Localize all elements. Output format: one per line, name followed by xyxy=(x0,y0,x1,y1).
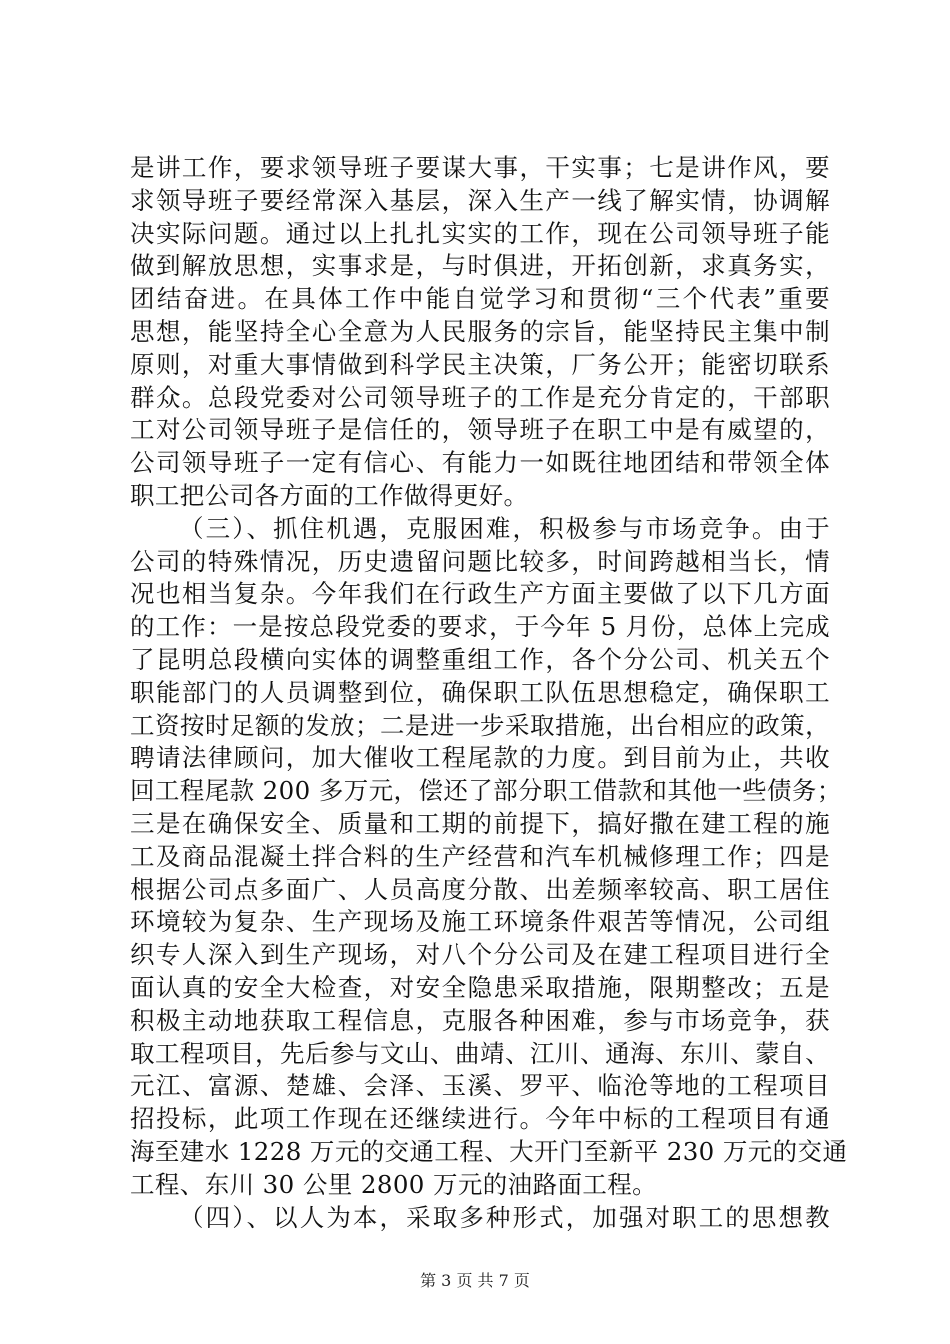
text-line: 取工程项目，先后参与文山、曲靖、江川、通海、东川、蒙自、 xyxy=(130,1038,830,1068)
text-line: 工对公司领导班子是信任的，领导班子在职工中是有威望的， xyxy=(130,415,830,445)
document-body xyxy=(130,152,848,1234)
text-line: 的工作：一是按总段党委的要求，于今年 5 月份，总体上完成 xyxy=(130,612,830,642)
text-line: 面认真的安全大检查，对安全隐患采取措施，限期整改；五是 xyxy=(130,972,830,1002)
text-line: 决实际问题。通过以上扎扎实实的工作，现在公司领导班子能 xyxy=(130,218,830,248)
text-line: 海至建水 1228 万元的交通工程、大开门至新平 230 万元的交通 xyxy=(130,1136,848,1166)
text-line: 原则，对重大事情做到科学民主决策，厂务公开；能密切联系 xyxy=(130,349,830,379)
text-line: 工资按时足额的发放；二是进一步采取措施，出台相应的政策， xyxy=(130,710,830,740)
text-line: （四）、以人为本，采取多种形式，加强对职工的思想教 xyxy=(179,1202,830,1232)
text-line: 招投标，此项工作现在还继续进行。今年中标的工程项目有通 xyxy=(130,1104,830,1134)
text-line: 聘请法律顾问，加大催收工程尾款的力度。到目前为止，共收 xyxy=(130,743,830,773)
text-line: 公司的特殊情况，历史遗留问题比较多，时间跨越相当长，情 xyxy=(130,546,830,576)
text-line: 群众。总段党委对公司领导班子的工作是充分肯定的，干部职 xyxy=(130,382,830,412)
text-line: 况也相当复杂。今年我们在行政生产方面主要做了以下几方面 xyxy=(130,579,830,609)
text-line: 积极主动地获取工程信息，克服各种困难，参与市场竞争，获 xyxy=(130,1005,830,1035)
text-line: 职工把公司各方面的工作做得更好。 xyxy=(130,480,529,510)
text-line: 工及商品混凝土拌合料的生产经营和汽车机械修理工作；四是 xyxy=(130,841,830,871)
text-line: 环境较为复杂、生产现场及施工环境条件艰苦等情况，公司组 xyxy=(130,907,830,937)
text-line: 回工程尾款 200 多万元，偿还了部分职工借款和其他一些债务； xyxy=(130,776,842,806)
text-line: 三是在确保安全、质量和工期的前提下，搞好撒在建工程的施 xyxy=(130,808,830,838)
text-line: 求领导班子要经常深入基层，深入生产一线了解实情，协调解 xyxy=(130,185,830,215)
text-line: 工程、东川 30 公里 2800 万元的油路面工程。 xyxy=(130,1169,658,1199)
text-line: 元江、富源、楚雄、会泽、玉溪、罗平、临沧等地的工程项目 xyxy=(130,1071,830,1101)
text-line: 职能部门的人员调整到位，确保职工队伍思想稳定，确保职工 xyxy=(130,677,830,707)
text-line: （三）、抓住机遇，克服困难，积极参与市场竞争。由于 xyxy=(179,513,830,543)
text-line: 思想，能坚持全心全意为人民服务的宗旨，能坚持民主集中制 xyxy=(130,316,830,346)
text-line: 根据公司点多面广、人员高度分散、出差频率较高、职工居住 xyxy=(130,874,830,904)
text-line: 团结奋进。在具体工作中能自觉学习和贯彻“三个代表”重要 xyxy=(130,284,830,314)
page-footer: 第 3 页 共 7 页 xyxy=(420,1271,530,1290)
text-line: 是讲工作，要求领导班子要谋大事，干实事；七是讲作风，要 xyxy=(130,153,830,182)
text-line: 公司领导班子一定有信心、有能力一如既往地团结和带领全体 xyxy=(130,448,830,478)
text-line: 织专人深入到生产现场，对八个分公司及在建工程项目进行全 xyxy=(130,940,830,970)
text-line: 做到解放思想，实事求是，与时俱进，开拓创新，求真务实， xyxy=(130,251,830,281)
text-line: 了昆明总段横向实体的调整重组工作，各个分公司、机关五个 xyxy=(130,644,830,674)
